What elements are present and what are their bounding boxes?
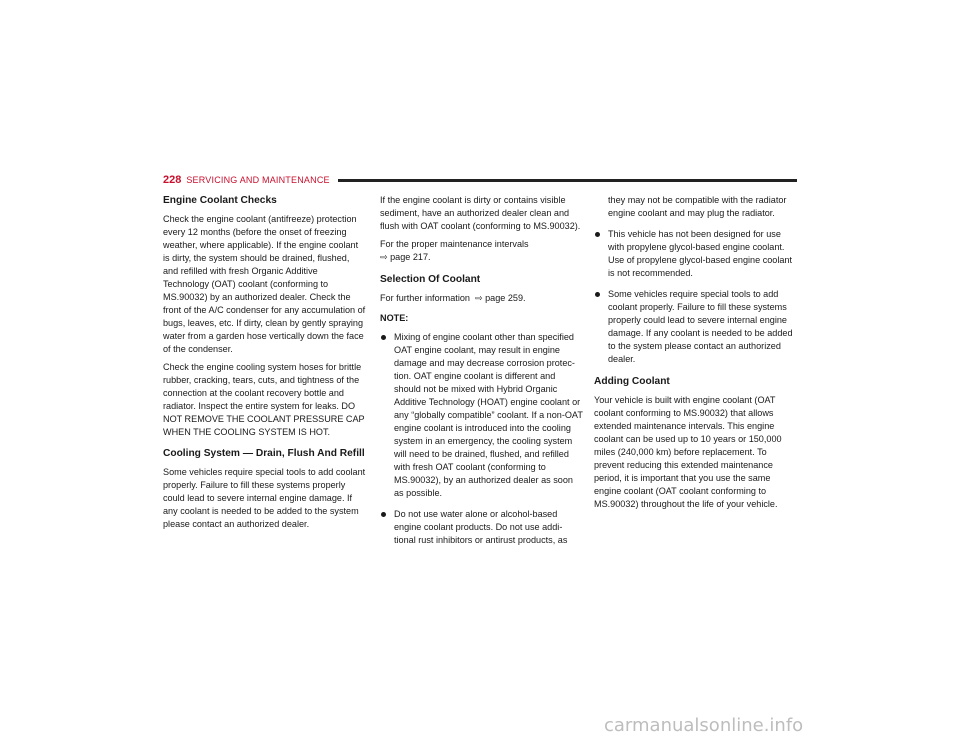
heading-adding-coolant: Adding Coolant: [594, 376, 670, 387]
section-title: SERVICING AND MAINTENANCE: [186, 175, 330, 185]
paragraph: Your vehicle is built with engine coolant (OAT coolant conforming to MS.90032) that allows extended maintenance intervals. This engine coolant can be used up to 10 years or 150,000 miles (240,000 km) before replacement. To prevent reducing this extended maintenance period, it is important that you use the same engine coolant (OAT coolant conforming to MS.90032) throughout the life of your vehicle.: [594, 395, 782, 509]
ref-page: page 217.: [390, 252, 431, 262]
page-header: [163, 172, 797, 188]
paragraph: Check the engine cooling system hoses for brittle rubber, cracking, tears, cuts, and tightness of the connection at the coolant recovery bottle and radiator. Inspect the entire system for leaks. DO NOT REMOVE THE COOLANT PRESSURE CAP WHEN THE COOLING SYSTEM IS HOT.: [163, 362, 365, 437]
heading-engine-coolant-checks: Engine Coolant Checks: [163, 195, 277, 206]
column-middle: [380, 194, 583, 555]
note-label: NOTE:: [380, 313, 409, 323]
list-item: Do not use water alone or alcohol-based engine coolant products. Do not use addi-tional rust inhibitors or antirust products, as: [380, 508, 583, 547]
paragraph: If the engine coolant is dirty or contains visible sediment, have an authorized dealer clean and flush with OAT coolant (conforming to MS.90032).: [380, 195, 581, 231]
ref-text: For further information: [380, 293, 470, 303]
bullet-list: [380, 331, 583, 547]
page-ref-link[interactable]: [380, 251, 583, 264]
column-left: [163, 194, 366, 536]
list-item: This vehicle has not been designed for use with propylene glycol-based engine coolant. Use of propylene glycol-based engine coolant is not recommended.: [594, 228, 797, 280]
ref-text: For the proper maintenance intervals: [380, 239, 529, 249]
list-item-continued: they may not be compatible with the radiator engine coolant and may plug the radiator.: [608, 195, 787, 218]
bullet-list: [594, 228, 797, 366]
header-rule: [338, 179, 797, 182]
list-item: Some vehicles require special tools to add coolant properly. Failure to fill these systems properly could lead to severe internal engine damage. If any coolant is needed to be added to the system please contact an authorized dealer.: [594, 288, 797, 366]
heading-selection-of-coolant: Selection Of Coolant: [380, 274, 481, 285]
arrow-right-icon: ⇨: [380, 252, 388, 262]
paragraph-further-info: [380, 292, 583, 305]
paragraph-maintenance-ref: [380, 238, 583, 264]
column-right: [594, 194, 797, 516]
arrow-right-icon: ⇨: [475, 293, 483, 303]
list-item: Mixing of engine coolant other than specified OAT engine coolant, may result in engine damage and may decrease corrosion protec-tion. OAT engine coolant is different and should not be mixed with Hybrid Organic Additive Technology (HOAT) engine coolant or any “globally compatible” coolant. If a non-OAT engine coolant is introduced into the cooling system in an emergency, the cooling system will need to be drained, flushed, and refilled with fresh OAT coolant (conforming to MS.90032), by an authorized dealer as soon as possible.: [380, 331, 583, 500]
page-ref-link[interactable]: [473, 293, 526, 303]
paragraph: Check the engine coolant (antifreeze) protection every 12 months (before the onset of freezing weather, where applicable). If the engine coolant is dirty, the system should be drained, flushed, and refilled with fresh Organic Additive Technology (OAT) coolant (conforming to MS.90032) by an authorized dealer. Check the front of the A/C condenser for any accumulation of bugs, leaves, etc. If dirty, clean by gently spraying water from a garden hose vertically down the face of the condenser.: [163, 214, 366, 354]
heading-drain-flush-refill: Cooling System — Drain, Flush And Refill: [163, 448, 365, 459]
page-number: 228: [163, 174, 182, 186]
watermark: carmanualsonline.info: [604, 715, 804, 736]
ref-page: page 259.: [485, 293, 526, 303]
paragraph: Some vehicles require special tools to add coolant properly. Failure to fill these systems properly could lead to severe internal engine damage. If any coolant is needed to be added to the system please contact an authorized dealer.: [163, 467, 366, 529]
